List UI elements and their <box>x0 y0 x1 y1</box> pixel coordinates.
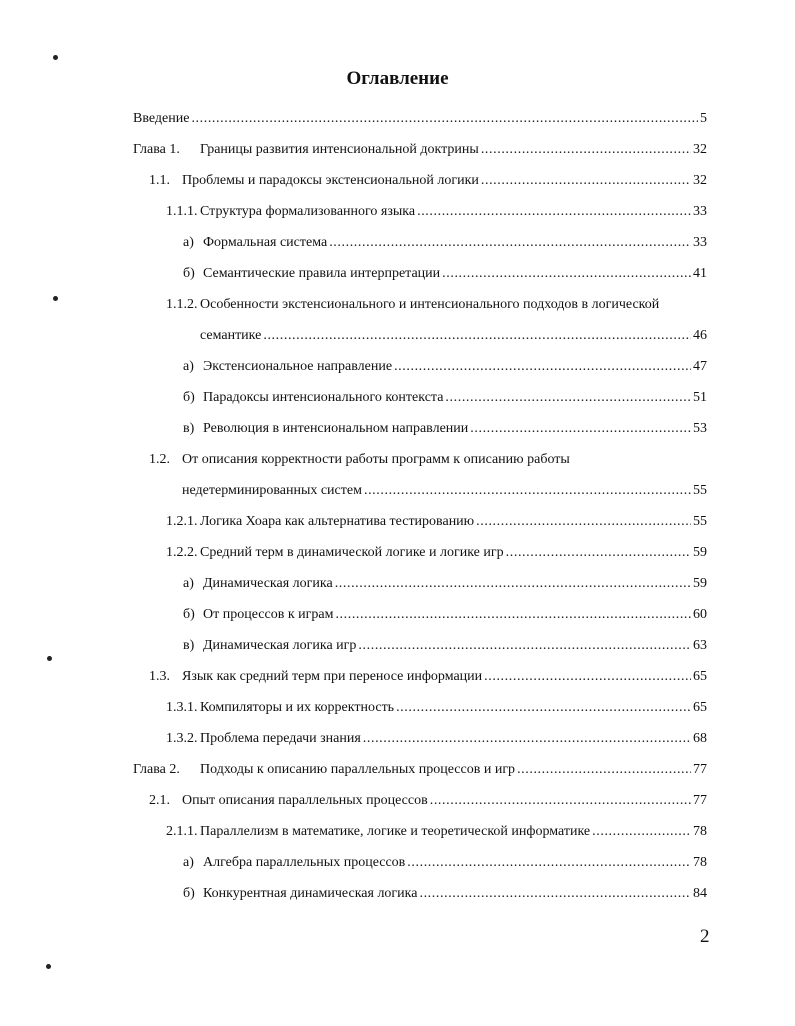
toc-leader <box>335 604 691 626</box>
toc-entry <box>183 232 707 254</box>
scan-mark-1 <box>53 55 58 60</box>
toc-leader <box>407 852 691 874</box>
toc-leader <box>358 635 691 657</box>
toc-entry <box>183 883 707 905</box>
toc-entry-number: 2.1.1. <box>166 824 198 839</box>
toc-entry-label: Границы развития интенсиональной доктрины <box>200 142 479 157</box>
toc-entry-page: 65 <box>693 700 707 715</box>
toc-entry-number: 1.2.2. <box>166 545 198 560</box>
toc-entry-first-line <box>149 449 570 471</box>
toc-entry-number: 1.2. <box>149 452 170 467</box>
toc-entry-number: 1.3.1. <box>166 700 198 715</box>
toc-leader <box>263 325 691 347</box>
toc-entry-label: Конкурентная динамическая логика <box>203 886 418 901</box>
toc-entry-number: 1.2.1. <box>166 514 198 529</box>
toc-leader <box>481 139 691 161</box>
toc-leader <box>592 821 691 843</box>
toc-entry-label: Средний терм в динамической логике и логике игр <box>200 545 504 560</box>
toc-leader <box>484 666 691 688</box>
toc-leader <box>335 573 691 595</box>
toc-entry-number: 1.3. <box>149 669 170 684</box>
toc-entry <box>166 511 707 533</box>
toc-entry-number: 1.1.1. <box>166 204 198 219</box>
toc-leader <box>191 108 698 130</box>
toc-entry-number: Глава 1. <box>133 142 180 157</box>
toc-entry-number: а) <box>183 235 194 250</box>
toc-entry-page: 41 <box>693 266 707 281</box>
toc-entry-number: а) <box>183 359 194 374</box>
toc-entry-label: От процессов к играм <box>203 607 334 622</box>
toc-leader <box>419 883 691 905</box>
toc-entry-label: Семантические правила интерпретации <box>203 266 441 281</box>
toc-leader <box>445 387 691 409</box>
toc-entry-page: 77 <box>693 762 707 777</box>
toc-leader <box>442 263 691 285</box>
toc-entry <box>200 325 707 347</box>
toc-entry-number: а) <box>183 855 194 870</box>
toc-entry <box>183 573 707 595</box>
scan-mark-4 <box>46 964 51 969</box>
toc-entry-number: в) <box>183 421 195 436</box>
toc-entry-page: 78 <box>693 824 707 839</box>
toc-entry-page: 47 <box>693 359 707 374</box>
toc-leader <box>476 511 691 533</box>
toc-entry-number: 1.1. <box>149 173 170 188</box>
toc-entry <box>133 108 707 130</box>
toc-entry-number: 1.1.2. <box>166 297 198 312</box>
toc-entry-page: 32 <box>693 173 707 188</box>
toc-entry <box>166 821 707 843</box>
toc-entry-number: б) <box>183 607 195 622</box>
toc-entry-label: Формальная система <box>203 235 328 250</box>
toc-entry-number: б) <box>183 886 195 901</box>
toc-entry-label: Революция в интенсиональном направлении <box>203 421 469 436</box>
toc-entry-page: 55 <box>693 514 707 529</box>
toc-entry-label: Подходы к описанию параллельных процессов и игр <box>200 762 516 777</box>
toc-leader <box>363 728 691 750</box>
toc-entry <box>149 170 707 192</box>
toc-entry-page: 59 <box>693 576 707 591</box>
toc-entry-label: Алгебра параллельных процессов <box>203 855 406 870</box>
toc-entry <box>133 139 707 161</box>
toc-leader <box>481 170 691 192</box>
scan-mark-3 <box>47 656 52 661</box>
toc-entry-page: 60 <box>693 607 707 622</box>
toc-entry <box>166 728 707 750</box>
toc-entry-page: 63 <box>693 638 707 653</box>
toc-entry-page: 5 <box>700 111 707 126</box>
toc-leader <box>364 480 691 502</box>
toc-entry-page: 32 <box>693 142 707 157</box>
toc-leader <box>470 418 691 440</box>
toc-entry-number: Глава 2. <box>133 762 180 777</box>
toc-entry <box>166 697 707 719</box>
toc-leader <box>394 356 691 378</box>
toc-entry <box>183 387 707 409</box>
toc-entry-page: 84 <box>693 886 707 901</box>
toc-entry <box>183 418 707 440</box>
toc-entry-label-continued: недетерминированных систем <box>182 483 362 498</box>
scan-mark-2 <box>53 296 58 301</box>
toc-entry-page: 59 <box>693 545 707 560</box>
toc-entry <box>183 356 707 378</box>
toc-entry <box>149 666 707 688</box>
toc-entry-label: Компиляторы и их корректность <box>200 700 395 715</box>
toc-entry-label: Язык как средний терм при переносе информации <box>182 669 483 684</box>
toc-entry-label: Логика Хоара как альтернатива тестированию <box>200 514 475 529</box>
toc-entry-page: 33 <box>693 235 707 250</box>
toc-entry-number: 1.3.2. <box>166 731 198 746</box>
toc-entry <box>183 263 707 285</box>
toc-entry-number: б) <box>183 390 195 405</box>
toc-entry <box>166 542 707 564</box>
toc-entry-label: Парадоксы интенсионального контекста <box>203 390 444 405</box>
toc-entry-label: Особенности экстенсионального и интенсионального подходов в логической <box>200 297 660 312</box>
toc-entry-number: а) <box>183 576 194 591</box>
toc-leader <box>329 232 691 254</box>
toc-entry-label: От описания корректности работы программ к описанию работы <box>182 452 570 467</box>
toc-entry <box>149 790 707 812</box>
toc-entry <box>183 635 707 657</box>
toc-entry <box>183 852 707 874</box>
toc-entry-label: Структура формализованного языка <box>200 204 416 219</box>
toc-entry-number: б) <box>183 266 195 281</box>
toc-entry-label: Динамическая логика <box>203 576 333 591</box>
toc-entry <box>183 604 707 626</box>
toc-leader <box>417 201 691 223</box>
toc-entry-page: 51 <box>693 390 707 405</box>
toc-entry-page: 53 <box>693 421 707 436</box>
toc-entry-label: Экстенсиональное направление <box>203 359 393 374</box>
toc-leader <box>396 697 691 719</box>
toc-entry <box>133 759 707 781</box>
toc-entry <box>182 480 707 502</box>
toc-entry-page: 33 <box>693 204 707 219</box>
toc-entry-page: 55 <box>693 483 707 498</box>
page-title: Оглавление <box>346 68 449 89</box>
toc-entry-label: Опыт описания параллельных процессов <box>182 793 428 808</box>
toc-entry-number: в) <box>183 638 195 653</box>
toc-entry-page: 77 <box>693 793 707 808</box>
toc-entry-label: Проблемы и парадоксы экстенсиональной логики <box>182 173 479 188</box>
toc-entry-page: 78 <box>693 855 707 870</box>
toc-leader <box>430 790 691 812</box>
page-number: 2 <box>700 926 710 947</box>
toc-entry-number: 2.1. <box>149 793 170 808</box>
toc-leader <box>506 542 691 564</box>
toc-entry-page: 68 <box>693 731 707 746</box>
toc-entry <box>166 201 707 223</box>
toc-entry-first-line <box>166 294 659 316</box>
toc-entry-label: Проблема передачи знания <box>200 731 361 746</box>
toc-leader <box>517 759 691 781</box>
toc-entry-label: Динамическая логика игр <box>203 638 357 653</box>
toc-entry-label-continued: семантике <box>200 328 262 343</box>
toc-entry-label: Параллелизм в математике, логике и теоретической информатике <box>200 824 591 839</box>
toc-entry-label: Введение <box>133 111 190 126</box>
toc-entry-page: 46 <box>693 328 707 343</box>
toc-entry-page: 65 <box>693 669 707 684</box>
